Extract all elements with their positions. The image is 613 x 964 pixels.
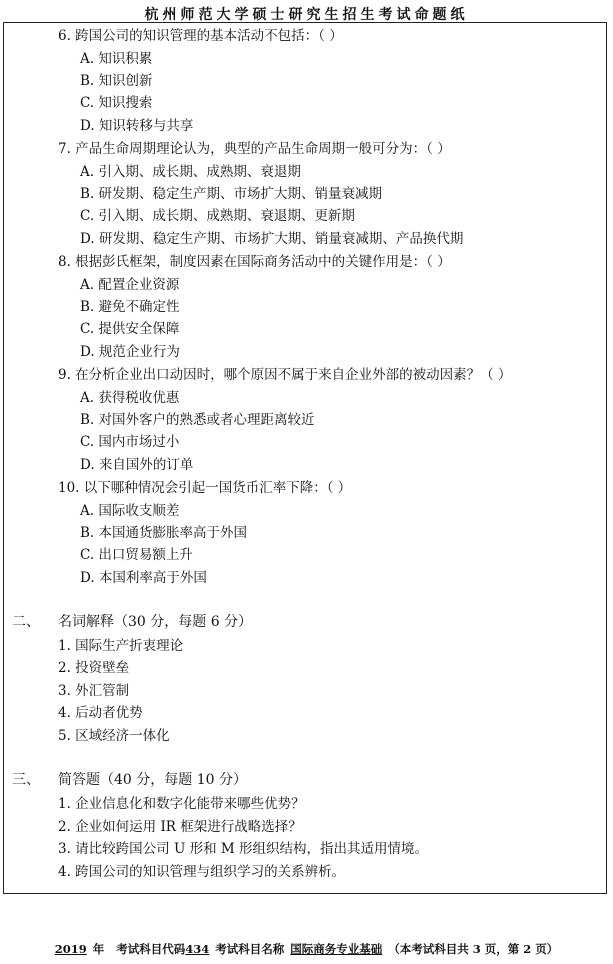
question-10-stem: 10. 以下哪种情况会引起一国货币汇率下降：（ ） (58, 480, 352, 496)
question-8-option-a: A. 配置企业资源 (80, 277, 180, 293)
section-3-heading (12, 771, 247, 789)
footer-code-label: 考试科目代码 (116, 942, 186, 956)
question-7-option-c: C. 引入期、成长期、成熟期、衰退期、更新期 (80, 208, 355, 224)
question-9-option-d: D. 来自国外的订单 (80, 457, 194, 473)
question-9-option-a: A. 获得税收优惠 (80, 390, 180, 406)
footer-pages: （本考试科目共 3 页，第 2 页） (388, 942, 559, 956)
question-7-stem: 7. 产品生命周期理论认为，典型的产品生命周期一般可分为：（ ） (58, 141, 451, 157)
section-3-item-1: 1. 企业信息化和数字化能带来哪些优势？ (58, 796, 305, 812)
footer-year: 2019 (54, 942, 87, 956)
footer-code: 434 (185, 942, 210, 956)
question-6-option-d: D. 知识转移与共享 (80, 118, 194, 134)
section-2-item-4: 4. 后动者优势 (58, 705, 143, 721)
question-7-option-b: B. 研发期、稳定生产期、市场扩大期、销量衰减期 (80, 186, 383, 202)
section-3-title: 简答题（40 分，每题 10 分） (58, 772, 247, 788)
section-2-title: 名词解释（30 分，每题 6 分） (58, 614, 253, 630)
section-3-number: 三、 (12, 772, 40, 788)
section-3-item-2: 2. 企业如何运用 IR 框架进行战略选择？ (58, 819, 302, 835)
question-7-option-d: D. 研发期、稳定生产期、市场扩大期、销量衰减期、产品换代期 (80, 231, 464, 247)
section-2-item-2: 2. 投资壁垒 (58, 660, 130, 676)
question-7-option-a: A. 引入期、成长期、成熟期、衰退期 (80, 164, 301, 180)
question-6-option-b: B. 知识创新 (80, 73, 153, 89)
footer-name-label: 考试科目名称 (215, 942, 285, 956)
question-10-option-d: D. 本国利率高于外国 (80, 570, 207, 586)
question-8-option-b: B. 避免不确定性 (80, 299, 180, 315)
question-10-option-a: A. 国际收支顺差 (80, 503, 180, 519)
question-8-stem: 8. 根据彭氏框架，制度因素在国际商务活动中的关键作用是：（ ） (58, 254, 451, 270)
page-footer (0, 941, 613, 957)
question-10-option-c: C. 出口贸易额上升 (80, 547, 193, 563)
section-3-item-3: 3. 请比较跨国公司 U 形和 M 形组织结构，指出其适用情境。 (58, 841, 429, 857)
question-8-option-c: C. 提供安全保障 (80, 321, 180, 337)
question-9-option-c: C. 国内市场过小 (80, 434, 180, 450)
section-2-heading (12, 613, 252, 631)
footer-name: 国际商务专业基础 (290, 942, 383, 956)
section-3-item-4: 4. 跨国公司的知识管理与组织学习的关系辨析。 (58, 864, 346, 880)
question-6-stem: 6. 跨国公司的知识管理的基本活动不包括：（ ） (58, 28, 343, 44)
section-2-item-3: 3. 外汇管制 (58, 683, 130, 699)
section-2-item-5: 5. 区域经济一体化 (58, 728, 170, 744)
question-9-stem: 9. 在分析企业出口动因时，哪个原因不属于来自企业外部的被动因素？（ ） (58, 367, 512, 383)
section-2-number: 二、 (12, 614, 40, 630)
footer-year-suffix: 年 (92, 942, 105, 956)
question-9-option-b: B. 对国外客户的熟悉或者心理距离较近 (80, 412, 315, 428)
question-6-option-a: A. 知识积累 (80, 51, 153, 67)
section-2-item-1: 1. 国际生产折衷理论 (58, 638, 184, 654)
page-header-title: 杭州师范大学硕士研究生招生考试命题纸 (144, 7, 469, 23)
question-6-option-c: C. 知识搜索 (80, 95, 153, 111)
question-10-option-b: B. 本国通货膨胀率高于外国 (80, 525, 248, 541)
question-8-option-d: D. 规范企业行为 (80, 344, 180, 360)
